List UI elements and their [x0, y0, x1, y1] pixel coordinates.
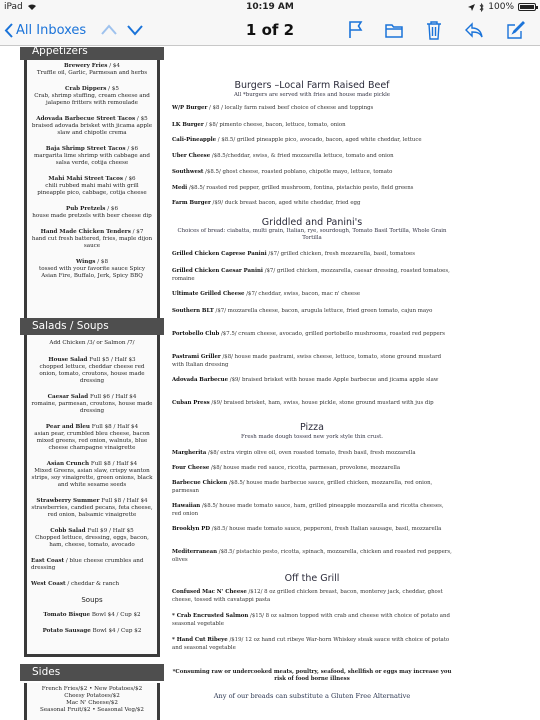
menu-item: Four Cheese /$8/ house made red sauce, ricotta, parmesan, provolone, mozzarella — [172, 465, 401, 471]
griddled-subtitle: Choices of bread: ciabatta, multi grain, Italian, rye, sourdough, Tomato Basil Tortilla, Whole Grain Tortilla — [177, 228, 447, 241]
sides-list — [24, 683, 160, 720]
list-item: Cobb Salad Full $9 / Half $5 Chopped lettuce, dressing, eggs, bacon, ham, cheese, tomato, avocado — [35, 528, 149, 548]
menu-item: Adovada Barbecue /$9/ braised brisket with house made Apple barbecue and jicama apple slaw — [172, 377, 439, 383]
list-item: Crab Dippers / $5 Crab, shrimp stuffing, cream cheese and jalapeno fritters with remoulade — [34, 86, 150, 106]
list-item: Wings / $8 tossed with your favorite sauce Spicy Asian Fire, Buffalo, Jerk, Spicy BBQ — [38, 259, 146, 279]
salads-list — [24, 335, 160, 657]
page-indicator: 1 of 2 — [245, 21, 295, 39]
list-item: Cheesy Potatoes/$2 — [64, 693, 120, 699]
list-item: West Coast / cheddar & ranch — [31, 581, 120, 587]
menu-item: Ultimate Grilled Cheese /$7/ cheddar, swiss, bacon, mac n' cheese — [172, 291, 361, 297]
battery-icon — [518, 3, 536, 11]
list-item: Mac N' Cheese/$2 — [66, 700, 118, 706]
chevron-left-icon — [4, 23, 13, 38]
menu-item: Cuban Press /$9/ braised brisket, ham, swiss, house pickle, stone ground mustard with jus dip — [172, 400, 434, 406]
menu-attachment[interactable] — [0, 47, 540, 720]
menu-item: Cali-Pineapple / $8.5/ grilled pineapple pico, avocado, bacon, aged white cheddar, lettuce — [172, 137, 422, 143]
list-item: Strawberry Summer Full $8 / Half $4 strawberries, candied pecans, feta cheese, red onion, balsamic vinaigrette — [31, 498, 153, 518]
menu-item: Medi /$8.5/ roasted red pepper, grilled mushroom, fontina, pistachio pesto, field greens — [172, 185, 414, 191]
menu-item: Southwest /$8.5/ ghost cheese, roasted poblano, chipotle mayo, lettuce, tomato — [172, 169, 393, 175]
menu-item: Confused Mac N' Cheese /$12/ 8 oz grilled chicken breast, bacon, monterey jack, cheddar, ghost cheese, tossed with cavatappi pasta — [172, 589, 443, 603]
pizza-title: Pizza — [300, 422, 324, 433]
battery-percent: 100% — [488, 2, 514, 12]
menu-item: Pastrami Griller /$8/ house made pastrami, swiss cheese, lettuce, tomato, stone ground mustard with Italian dressing — [172, 354, 442, 368]
list-item: Mahi Mahi Street Tacos / $6 chili rubbed mahi mahi with grill pineapple pico, cabbage, cotija cheese — [37, 176, 147, 196]
menu-item: Barbecue Chicken /$8.5/ house made barbecue sauce, grilled chicken, mozzarella, red onion, parmesan — [172, 480, 433, 494]
list-item: House Salad Full $5 / Half $3 chopped lettuce, cheddar cheese red onion, tomato, croutons, house made dressing — [39, 357, 145, 384]
location-icon — [468, 4, 475, 11]
griddled-title: Griddled and Panini's — [261, 217, 363, 228]
compose-icon[interactable] — [506, 20, 526, 40]
list-item: Pear and Bleu Full $8 / Half $4 asian pear, crumbled bleu cheese, bacon mixed greens, red onion, walnuts, blue cheese champagne vinaigrette — [34, 424, 150, 451]
menu-item: * Crab Encrusted Salmon /$15/ 8 oz salmon topped with crab and cheese with choice of potato and seasonal vegetable — [172, 613, 450, 627]
back-button-label: All Inboxes — [16, 22, 87, 38]
grill-title: Off the Grill — [284, 573, 340, 584]
soups-heading: Soups — [81, 596, 103, 604]
raw-food-warning: *Consuming raw or undercooked meats, poultry, seafood, shellfish or eggs may increase you risk of food borne illness — [172, 669, 452, 682]
list-item: Hand Made Chicken Tenders / $7 hand cut fresh battered, fries, maple dijon sauce — [31, 229, 153, 249]
flag-icon[interactable] — [346, 20, 366, 40]
menu-item: Grilled Chicken Caprese Panini /$7/ grilled chicken, fresh mozzarella, basil, tomatoes — [172, 251, 415, 257]
trash-icon[interactable] — [424, 20, 444, 40]
appetizers-header: Appetizers — [20, 47, 164, 60]
salads-header: Salads / Soups — [20, 318, 164, 335]
menu-item: W/P Burger / $8 / locally farm raised beef choice of cheese and toppings — [172, 105, 374, 111]
reply-icon[interactable] — [464, 20, 484, 40]
list-item: Asian Crunch Full $8 / Half $4 Mixed Greens, asian slaw, crispy wanton strips, soy vinaigrette, green onions, black and white sesame seeds — [31, 461, 153, 488]
menu-sidebar — [20, 47, 164, 720]
list-item: Adovada Barbecue Street Tacos / $5 braised adovada brisket with jicama apple slaw and chipotle crema — [31, 116, 153, 136]
burgers-title: Burgers –Local Farm Raised Beef — [234, 80, 390, 91]
folder-icon[interactable] — [384, 20, 404, 40]
battery-level — [520, 5, 534, 9]
menu-item: Southern BLT /$7/ mozzarella cheese, bacon, arugula lettuce, fried green tomato, cajun mayo — [172, 308, 433, 314]
chevron-down-icon[interactable] — [126, 22, 144, 38]
list-item: East Coast / blue cheese crumbles and dressing — [31, 558, 144, 571]
list-item: Brewery Fries / $4 Truffle oil, Garlic, Parmesan and herbs — [36, 63, 148, 76]
menu-item: Uber Cheese /$8.5/cheddar, swiss, & fried mozzarella lettuce, tomato and onion — [172, 153, 394, 159]
gluten-free-note: Any of our breads can substitute a Gluten Free Alternative — [213, 692, 411, 700]
menu-item: * Hand Cut Ribeye /$19/ 12 oz hand cut ribeye War-horn Whiskey steak sauce with choice of potato and seasonal vegetable — [172, 637, 450, 651]
menu-item: Farm Burger /$9/ duck breast bacon, aged white cheddar, fried egg — [172, 200, 361, 206]
sides-header: Sides — [20, 664, 164, 681]
list-item: Baja Shrimp Street Tacos / $6 margarita lime shrimp with cabbage and salsa verde, cotija cheese — [34, 146, 150, 166]
carrier-label: iPad — [4, 2, 23, 12]
appetizers-list — [24, 60, 160, 318]
menu-item: Margherita /$8/ extra virgin olive oil, oven roasted tomato, fresh basil, fresh mozzarella — [172, 450, 416, 456]
menu-item: LK Burger / $8/ pimento cheese, bacon, lettuce, tomato, onion — [172, 122, 346, 128]
back-button[interactable] — [4, 21, 86, 39]
list-item: Seasonal Fruit/$2 • Seasonal Veg/$2 — [40, 707, 144, 713]
burgers-subtitle: All *burgers are served with fries and house made pickle — [234, 92, 390, 98]
menu-main — [172, 47, 452, 720]
bluetooth-icon — [479, 3, 484, 12]
list-item: Pub Pretzels / $6 house made pretzels with beer cheese dip — [32, 206, 152, 219]
menu-item: Brooklyn PD /$8.5/ house made tomato sauce, pepperoni, fresh Italian sausage, basil, mozzarella — [172, 526, 442, 532]
clock: 10:19 AM — [246, 2, 294, 12]
pizza-subtitle: Fresh made dough tossed new york style thin crust. — [241, 434, 383, 440]
list-item: French Fries/$2 • New Potatoes/$2 — [41, 686, 143, 692]
chevron-up-icon[interactable] — [100, 22, 118, 38]
menu-item: Mediterranean /$8.5/ pistachio pesto, ricotta, spinach, mozzarella, chicken and roasted red peppers, olives — [172, 549, 452, 563]
mail-toolbar — [0, 14, 540, 46]
menu-item: Portobello Club /$7.5/ cream cheese, avocado, grilled portobello mushrooms, roasted red peppers — [172, 331, 446, 337]
list-item: Potato Sausage Bowl $4 / Cup $2 — [42, 628, 142, 634]
menu-item: Hawaiian /$8.5/ house made tomato sauce, ham, grilled pineapple mozzarella and ricotta cheeses, red onion — [172, 503, 444, 517]
list-item: Tomato Bisque Bowl $4 / Cup $2 — [43, 612, 141, 618]
menu-item: Grilled Chicken Caesar Panini /$7/ grilled chicken, mozzarella, caesar dressing, roasted tomatoes, romaine — [172, 268, 450, 282]
wifi-icon — [27, 3, 37, 11]
add-protein-note: Add Chicken /3/ or Salmon /7/ — [49, 340, 135, 346]
list-item: Caesar Salad Full $6 / Half $4 romaine, parmesan, croutons, house made dressing — [31, 394, 153, 414]
status-bar — [0, 0, 540, 14]
